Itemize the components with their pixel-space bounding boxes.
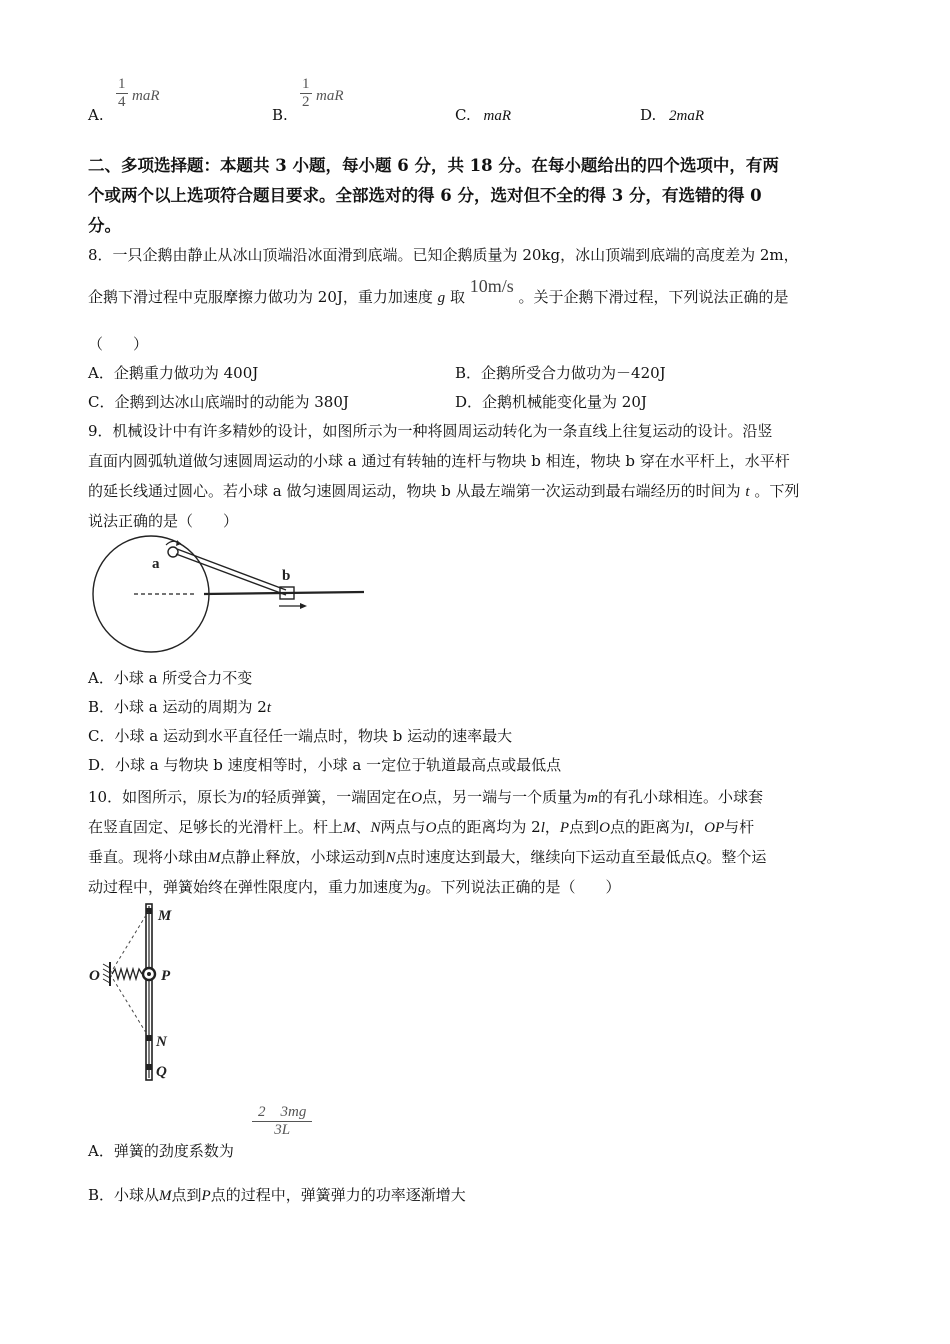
q10-stem-line3: 垂直。现将小球由M点静止释放，小球运动到N点时速度达到最大，继续向下运动直至最低点Q。整个运 (88, 848, 767, 866)
q8-option-a: A．企鹅重力做功为 400J (88, 364, 259, 382)
connecting-rod-upper (177, 549, 286, 590)
q10-option-a: A．弹簧的劲度系数为 (88, 1142, 234, 1160)
section2-heading-line1: 二、多项选择题：本题共 3 小题，每小题 6 分，共 18 分。在每小题给出的四个选项中，有两 (88, 156, 779, 175)
label-N: N (156, 1034, 167, 1050)
q8-option-b: B．企鹅所受合力做功为－420J (455, 364, 666, 382)
q10-stem-line2: 在竖直固定、足够长的光滑杆上。杆上M、N两点与O点的距离均为 2l，P点到O点的距离为l，OP与杆 (88, 818, 755, 836)
q8-option-d: D．企鹅机械能变化量为 20J (455, 393, 647, 411)
marker-Q (146, 1064, 152, 1070)
q9-option-b: B．小球 a 运动的周期为 2t (88, 698, 271, 716)
label-P: P (161, 968, 171, 984)
label-Q: Q (156, 1064, 167, 1080)
spring-icon (112, 969, 142, 979)
section2-heading-line2: 个或两个以上选项符合题目要求。全部选对的得 6 分，选对但不全的得 3 分，有选错的得 0 (88, 186, 762, 205)
q8-bracket: （ ） (88, 335, 149, 353)
q7-option-d: D. 2maR (640, 106, 705, 124)
q8-stem-line1: 8．一只企鹅由静止从冰山顶端沿冰面滑到底端。已知企鹅质量为 20kg，冰山顶端到底端的高度差为 2m， (88, 246, 799, 264)
q8-option-c: C．企鹅到达冰山底端时的动能为 380J (88, 393, 349, 411)
connecting-rod-lower (176, 554, 286, 595)
label-M: M (158, 908, 172, 924)
dashed-line-OM (110, 912, 148, 974)
q9-stem-line4: 说法正确的是（ ） (88, 512, 239, 530)
q10-stem-line4: 动过程中，弹簧始终在弹性限度内，重力加速度为g。下列说法正确的是（ ） (88, 878, 621, 896)
q9-option-d: D．小球 a 与物块 b 速度相等时，小球 a 一定位于轨道最高点或最低点 (88, 756, 562, 774)
q7-a-fraction: 1 4 (118, 76, 126, 110)
label-b: b (282, 568, 291, 584)
q9-stem-line2: 直面内圆弧轨道做匀速圆周运动的小球 a 通过有转轴的连杆与物块 b 相连，物块 b 穿在水平杆上，水平杆 (88, 452, 790, 470)
q9-stem-line1: 9．机械设计中有许多精妙的设计，如图所示为一种将圆周运动转化为一条直线上往复运动的设计。沿竖 (88, 422, 773, 440)
q9-figure (86, 530, 371, 655)
label-O: O (89, 968, 100, 984)
section2-heading-line3: 分。 (88, 216, 121, 235)
q10-stem-line1: 10．如图所示，原长为l的轻质弹簧，一端固定在O点，另一端与一个质量为m的有孔小球相连。小球套 (88, 788, 763, 806)
q9-option-a: A．小球 a 所受合力不变 (88, 669, 253, 687)
q7-b-fraction: 1 2 (302, 76, 310, 110)
q10-option-a-fraction: $\frac{2 3mg}{3L}$ (252, 1104, 312, 1139)
ball-a (168, 547, 178, 557)
q10-figure (86, 898, 186, 1088)
q10-option-b: B．小球从M点到P点的过程中，弹簧弹力的功率逐渐增大 (88, 1186, 466, 1204)
q9-option-c: C．小球 a 运动到水平直径任一端点时，物块 b 运动的速率最大 (88, 727, 513, 745)
q9-stem-line3: 的延长线通过圆心。若小球 a 做匀速圆周运动，物块 b 从最左端第一次运动到最右端经历的时间为 t 。下列 (88, 482, 800, 500)
q8-stem-line2: 企鹅下滑过程中克服摩擦力做功为 20J，重力加速度 g 取 10m/s 。关于企鹅下滑过程，下列说法正确的是 (88, 276, 789, 306)
q7-option-c: C. maR (455, 106, 511, 124)
dashed-line-ON (110, 974, 148, 1036)
label-a: a (152, 556, 160, 572)
marker-N (146, 1035, 152, 1041)
marker-M (146, 908, 152, 914)
q8-unit: 10m/s (469, 276, 514, 296)
